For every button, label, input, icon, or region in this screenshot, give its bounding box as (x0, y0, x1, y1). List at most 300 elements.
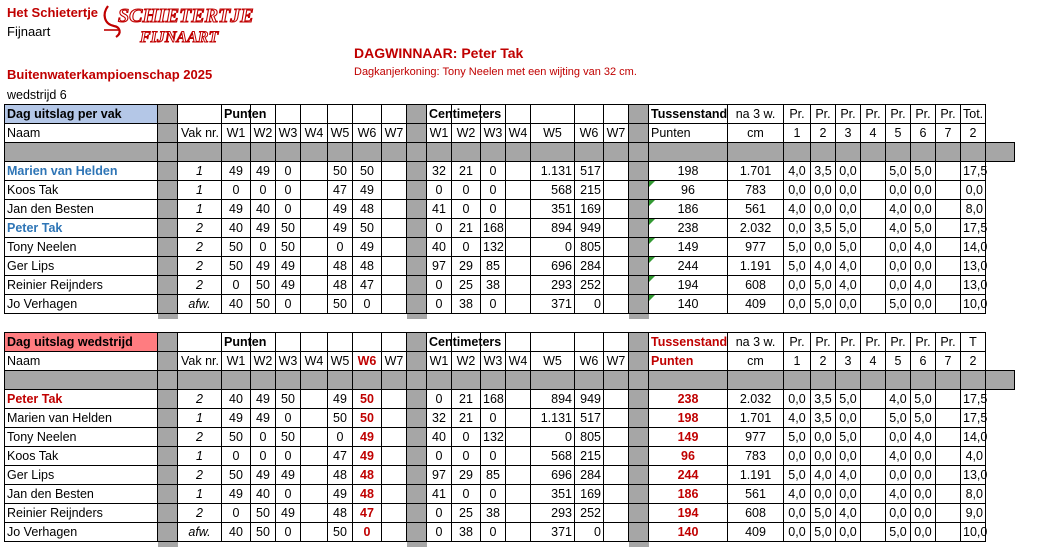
w-centimeters: 21 (452, 162, 481, 181)
match-number: wedstrijd 6 (7, 88, 67, 102)
separator-cell (407, 466, 427, 485)
stub-cell (158, 542, 178, 548)
pr-value: 5,0 (911, 409, 936, 428)
pr-value: 5,0 (911, 219, 936, 238)
stub-cell (5, 542, 158, 548)
w-points (382, 409, 407, 428)
tussenstand-punten: 140 (649, 295, 728, 314)
w-points: 50 (222, 238, 251, 257)
vak-number: 2 (178, 257, 222, 276)
separator-cell (629, 219, 649, 238)
pr-value (861, 390, 886, 409)
pr-number-header: 3 (836, 352, 861, 371)
participant-name: Reinier Reijnders (5, 276, 158, 295)
participant-name: Tony Neelen (5, 238, 158, 257)
w-points: 0 (222, 276, 251, 295)
spacer-cell (178, 143, 222, 162)
w-points: 0 (251, 447, 276, 466)
stub-cell (811, 314, 836, 320)
w-centimeters (506, 390, 531, 409)
w-centimeters: 29 (452, 466, 481, 485)
table-row (5, 276, 1015, 295)
pr-number-header: 5 (886, 124, 911, 143)
w-points: 48 (353, 466, 382, 485)
w-centimeters: 351 (531, 485, 575, 504)
day-winner: DAGWINNAAR: Peter Tak (354, 45, 524, 61)
w-header: W7 (382, 352, 407, 371)
w-points: 49 (222, 409, 251, 428)
pr-value: 4,0 (886, 390, 911, 409)
w-points (382, 181, 407, 200)
total-value: 10,0 (961, 523, 986, 542)
empty-cell (328, 105, 353, 124)
pr-value: 0,0 (836, 409, 861, 428)
separator-cell (629, 447, 649, 466)
w-points (301, 162, 328, 181)
w-centimeters: 25 (452, 504, 481, 523)
pr-value: 4,0 (911, 238, 936, 257)
tussenstand-punten: 244 (649, 257, 728, 276)
participant-name: Peter Tak (5, 219, 158, 238)
pr-header: Pr. (861, 105, 886, 124)
tussenstand-header: Tussenstand (649, 105, 728, 124)
spacer-cell (531, 371, 575, 390)
w-points: 49 (276, 276, 301, 295)
pr-value: 5,0 (836, 219, 861, 238)
day-champion: Dagkanjerkoning: Tony Neelen met een wijting van 32 cm. (354, 66, 637, 78)
participant-name: Ger Lips (5, 466, 158, 485)
pr-header: Pr. (784, 333, 811, 352)
w-points: 49 (251, 162, 276, 181)
spacer-cell (222, 143, 251, 162)
w-points: 49 (222, 485, 251, 504)
tussenstand-cm: 1.191 (728, 257, 784, 276)
w-centimeters (604, 447, 629, 466)
tussenstand-cm: 561 (728, 485, 784, 504)
w-centimeters (604, 200, 629, 219)
w-header: W2 (251, 124, 276, 143)
w-centimeters: 21 (452, 390, 481, 409)
stub-cell (784, 314, 811, 320)
w-centimeters: 0 (481, 447, 506, 466)
w-points: 48 (328, 504, 353, 523)
w-centimeters: 0 (452, 200, 481, 219)
tussenstand-cm: 783 (728, 447, 784, 466)
w-centimeters: 293 (531, 504, 575, 523)
w-centimeters (604, 238, 629, 257)
w-points: 40 (222, 295, 251, 314)
w-points (301, 523, 328, 542)
w-points: 48 (328, 466, 353, 485)
separator-cell (407, 105, 427, 124)
club-name: Het Schietertje (7, 5, 99, 20)
total-value: 17,5 (961, 390, 986, 409)
pr-value: 4,0 (886, 219, 911, 238)
w-points: 47 (353, 504, 382, 523)
punten-header: Punten (649, 124, 728, 143)
w-points (382, 390, 407, 409)
pr-value: 0,0 (911, 504, 936, 523)
vak-number: 2 (178, 276, 222, 295)
w-points: 0 (251, 428, 276, 447)
separator-cell (629, 181, 649, 200)
spacer-cell (481, 371, 506, 390)
w-points (301, 257, 328, 276)
spacer-cell (861, 143, 886, 162)
vak-number: 1 (178, 409, 222, 428)
w-centimeters: 371 (531, 295, 575, 314)
w-centimeters: 351 (531, 200, 575, 219)
pr-value: 5,0 (886, 409, 911, 428)
w-points: 0 (222, 447, 251, 466)
table-row (5, 409, 1015, 428)
pr-value (861, 466, 886, 485)
w-centimeters (604, 257, 629, 276)
w-points: 50 (353, 390, 382, 409)
separator-cell (158, 181, 178, 200)
w-centimeters: 41 (427, 485, 452, 504)
vak-number: afw. (178, 295, 222, 314)
spacer-cell (407, 371, 427, 390)
total-value: 14,0 (961, 238, 986, 257)
spacer-cell (604, 143, 629, 162)
tussenstand-punten: 198 (649, 162, 728, 181)
group-header-row (5, 105, 1015, 124)
pr-value (861, 295, 886, 314)
cw-header: W3 (481, 352, 506, 371)
w-points: 49 (251, 466, 276, 485)
w-points: 50 (276, 238, 301, 257)
stub-cell (649, 314, 728, 320)
empty-cell (604, 333, 629, 352)
tussenstand-header: Tussenstand (649, 333, 728, 352)
w-centimeters (506, 504, 531, 523)
tot-number-header: 2 (961, 352, 986, 371)
table-row (5, 447, 1015, 466)
table-row (5, 295, 1015, 314)
empty-cell (353, 333, 382, 352)
table-row (5, 485, 1015, 504)
w-points (382, 485, 407, 504)
w-points (382, 295, 407, 314)
spacer-cell (382, 143, 407, 162)
separator-cell (407, 428, 427, 447)
w-centimeters: 29 (452, 257, 481, 276)
w-points: 49 (251, 219, 276, 238)
vak-number: 1 (178, 181, 222, 200)
w-centimeters (506, 276, 531, 295)
separator-cell (158, 504, 178, 523)
tot-header: T (961, 333, 986, 352)
stub-cell (178, 314, 222, 320)
w-centimeters (604, 428, 629, 447)
pr-value (936, 238, 961, 257)
participant-name: Jan den Besten (5, 485, 158, 504)
w-points (301, 466, 328, 485)
pr-value: 5,0 (784, 428, 811, 447)
w-header: W5 (328, 352, 353, 371)
w-centimeters: 0 (452, 238, 481, 257)
pr-value (936, 428, 961, 447)
w-points: 0 (276, 295, 301, 314)
pr-value: 5,0 (836, 238, 861, 257)
stub-cell (861, 314, 886, 320)
separator-cell (158, 485, 178, 504)
separator-cell (407, 390, 427, 409)
spacer-cell (649, 371, 728, 390)
pr-header: Pr. (836, 105, 861, 124)
w-centimeters: 0 (481, 162, 506, 181)
w-centimeters: 949 (575, 219, 604, 238)
spacer-cell (986, 371, 1015, 390)
tussenstand-cm: 1.191 (728, 466, 784, 485)
stub-cell (251, 542, 276, 548)
stub-cell (531, 314, 575, 320)
separator-cell (629, 409, 649, 428)
cw-header: W7 (604, 124, 629, 143)
pr-value (936, 504, 961, 523)
club-town: Fijnaart (7, 24, 51, 39)
tussenstand-punten: 194 (649, 504, 728, 523)
spacer-cell (158, 143, 178, 162)
w-points: 48 (353, 257, 382, 276)
pr-value: 4,0 (811, 257, 836, 276)
w-points: 47 (328, 447, 353, 466)
pr-value: 4,0 (836, 504, 861, 523)
w-centimeters: 252 (575, 504, 604, 523)
stub-cell (276, 314, 301, 320)
empty-cell (506, 105, 531, 124)
vak-header: Vak nr. (178, 352, 222, 371)
w-centimeters: 169 (575, 200, 604, 219)
tussenstand-cm: 608 (728, 276, 784, 295)
w-centimeters: 132 (481, 238, 506, 257)
w-header: W1 (222, 352, 251, 371)
w-centimeters: 0 (452, 485, 481, 504)
w-points (382, 276, 407, 295)
spacer-cell (575, 143, 604, 162)
w-points: 40 (222, 523, 251, 542)
w-header: W3 (276, 124, 301, 143)
pr-value: 5,0 (784, 466, 811, 485)
spacer-cell (222, 371, 251, 390)
w-centimeters (506, 200, 531, 219)
w-centimeters (604, 219, 629, 238)
w-centimeters (604, 390, 629, 409)
total-value: 17,5 (961, 219, 986, 238)
table-row (5, 238, 1015, 257)
w-points: 49 (251, 257, 276, 276)
w-centimeters: 0 (452, 181, 481, 200)
w-centimeters: 0 (481, 200, 506, 219)
w-centimeters: 252 (575, 276, 604, 295)
tussenstand-punten: 149 (649, 238, 728, 257)
w-centimeters (506, 447, 531, 466)
w-points: 0 (276, 200, 301, 219)
empty-cell (604, 105, 629, 124)
tussenstand-punten: 96 (649, 181, 728, 200)
empty-cell (353, 105, 382, 124)
w-centimeters: 568 (531, 447, 575, 466)
tussenstand-punten: 198 (649, 409, 728, 428)
w-centimeters: 85 (481, 466, 506, 485)
w-points: 0 (276, 181, 301, 200)
stub-cell (961, 314, 986, 320)
vak-number: afw. (178, 523, 222, 542)
separator-cell (629, 485, 649, 504)
stub-cell (961, 542, 986, 548)
grey-spacer-row (5, 371, 1015, 390)
w-points (301, 238, 328, 257)
cm-header: cm (728, 352, 784, 371)
w-points: 50 (251, 295, 276, 314)
pr-value: 3,5 (811, 219, 836, 238)
separator-cell (158, 523, 178, 542)
stub-cell (328, 542, 353, 548)
w-centimeters: 168 (481, 390, 506, 409)
w-centimeters: 97 (427, 257, 452, 276)
stub-cell (836, 314, 861, 320)
empty-cell (382, 333, 407, 352)
stub-cell (407, 542, 427, 548)
vak-number: 1 (178, 485, 222, 504)
w-points: 0 (276, 409, 301, 428)
w-centimeters: 97 (427, 466, 452, 485)
w-centimeters: 517 (575, 409, 604, 428)
cw-header: W4 (506, 352, 531, 371)
w-centimeters: 40 (427, 428, 452, 447)
w-centimeters: 0 (427, 504, 452, 523)
table-row (5, 428, 1015, 447)
w-points: 49 (328, 485, 353, 504)
logo-text-top: SCHIETERTJE (118, 5, 254, 27)
w-points: 49 (251, 390, 276, 409)
pr-value: 0,0 (784, 295, 811, 314)
separator-cell (629, 428, 649, 447)
cw-header: W5 (531, 124, 575, 143)
w-centimeters: 0 (575, 295, 604, 314)
w-points (382, 219, 407, 238)
spacer-cell (178, 371, 222, 390)
pr-value (861, 257, 886, 276)
stub-cell (481, 314, 506, 320)
spacer-cell (353, 371, 382, 390)
w-points: 50 (222, 257, 251, 276)
empty-cell (328, 333, 353, 352)
tussenstand-punten: 186 (649, 485, 728, 504)
cw-header: W2 (452, 124, 481, 143)
w-points (382, 238, 407, 257)
w-points: 0 (276, 162, 301, 181)
stub-cell (728, 542, 784, 548)
pr-value: 5,0 (836, 428, 861, 447)
pr-number-header: 7 (936, 124, 961, 143)
w-centimeters: 168 (481, 219, 506, 238)
pr-number-header: 2 (811, 124, 836, 143)
w-centimeters: 696 (531, 466, 575, 485)
stub-cell (506, 314, 531, 320)
w-centimeters: 696 (531, 257, 575, 276)
w-points: 40 (222, 390, 251, 409)
w-centimeters: 0 (575, 523, 604, 542)
w-centimeters (506, 295, 531, 314)
stub-cell (604, 314, 629, 320)
empty-cell (178, 333, 222, 352)
pr-number-header: 1 (784, 124, 811, 143)
stub-cell (629, 542, 649, 548)
w-points: 50 (353, 409, 382, 428)
na3w-header: na 3 w. (728, 333, 784, 352)
pr-number-header: 4 (861, 124, 886, 143)
w-points: 50 (276, 428, 301, 447)
separator-cell (629, 200, 649, 219)
pr-value: 5,0 (811, 295, 836, 314)
separator-cell (407, 257, 427, 276)
vak-number: 1 (178, 162, 222, 181)
w-points: 49 (328, 219, 353, 238)
pr-number-header: 1 (784, 352, 811, 371)
cw-header: W4 (506, 124, 531, 143)
pr-value: 0,0 (784, 523, 811, 542)
spacer-cell (353, 143, 382, 162)
w-points: 47 (328, 181, 353, 200)
pr-value (936, 276, 961, 295)
spacer-cell (481, 143, 506, 162)
spacer-cell (936, 371, 961, 390)
w-centimeters: 0 (452, 428, 481, 447)
w-points (301, 485, 328, 504)
pr-value: 4,0 (784, 409, 811, 428)
pr-value (936, 200, 961, 219)
pr-value (861, 276, 886, 295)
spacer-cell (728, 371, 784, 390)
w-points (301, 504, 328, 523)
pr-value (936, 409, 961, 428)
w-points: 50 (276, 390, 301, 409)
w-points: 0 (251, 181, 276, 200)
separator-cell (407, 238, 427, 257)
vak-number: 1 (178, 200, 222, 219)
w-points (301, 200, 328, 219)
w-points: 49 (328, 200, 353, 219)
w-centimeters: 169 (575, 485, 604, 504)
table-row (5, 504, 1015, 523)
participant-name: Jo Verhagen (5, 295, 158, 314)
separator-cell (158, 257, 178, 276)
pr-value (936, 162, 961, 181)
w-points (301, 276, 328, 295)
w-points (301, 409, 328, 428)
pr-value: 5,0 (886, 523, 911, 542)
w-centimeters: 32 (427, 162, 452, 181)
pr-value: 4,0 (886, 485, 911, 504)
stub-cell (222, 314, 251, 320)
separator-cell (407, 523, 427, 542)
stub-cell (836, 542, 861, 548)
participant-name: Jo Verhagen (5, 523, 158, 542)
cm-header: cm (728, 124, 784, 143)
pr-header: Pr. (811, 333, 836, 352)
w-centimeters: 949 (575, 390, 604, 409)
w-points: 0 (222, 181, 251, 200)
spacer-cell (531, 143, 575, 162)
w-points (382, 447, 407, 466)
separator-cell (158, 390, 178, 409)
w-header: W4 (301, 124, 328, 143)
pr-value: 0,0 (911, 295, 936, 314)
spacer-cell (886, 371, 911, 390)
stub-cell (301, 542, 328, 548)
